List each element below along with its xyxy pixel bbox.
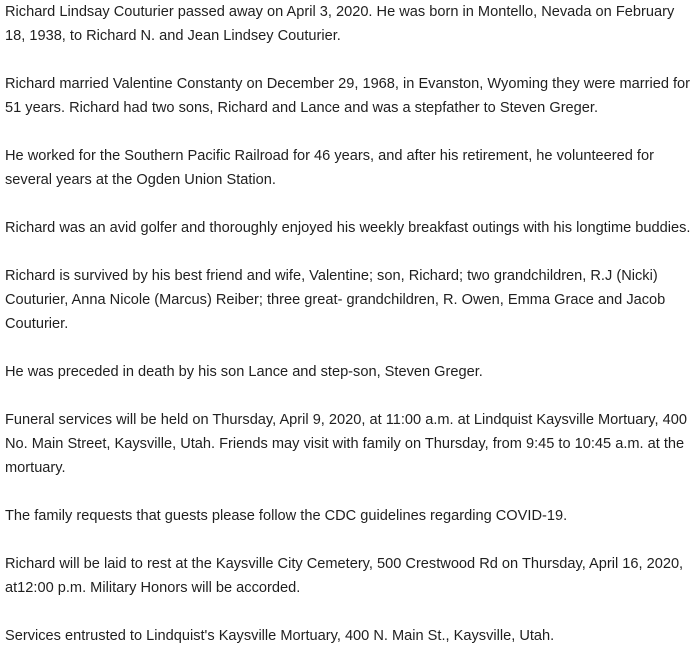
obituary-text (5, 0, 698, 648)
paragraph-birth: Richard Lindsay Couturier passed away on April 3, 2020. He was born in Montello, Nevada on February 18, 1938, to Richard N. and Jean Lindsey Couturier. (5, 4, 675, 44)
paragraph-career: He worked for the Southern Pacific Railroad for 46 years, and after his retirement, he volunteered for several years at the Ogden Union Station. (5, 148, 654, 188)
paragraph-preceded-by: He was preceded in death by his son Lance and step-son, Steven Greger. (5, 364, 483, 380)
paragraph-survived-by: Richard is survived by his best friend and wife, Valentine; son, Richard; two grandchildren, R.J (Nicki) Couturier, Anna Nicole (Marcus) Reiber; three great- grandchildren, R. Owen, Emma Grace and Jacob Couturier. (5, 268, 666, 332)
paragraph-interment: Richard will be laid to rest at the Kaysville City Cemetery, 500 Crestwood Rd on Thursday, April 16, 2020, at12:00 p.m. Military Honors will be accorded. (5, 556, 684, 596)
paragraph-marriage: Richard married Valentine Constanty on December 29, 1968, in Evanston, Wyoming they were married for 51 years. Richard had two sons, Richard and Lance and was a stepfather to Steven Greger. (5, 76, 691, 116)
paragraph-hobbies: Richard was an avid golfer and thoroughly enjoyed his weekly breakfast outings with his longtime buddies. (5, 220, 691, 236)
paragraph-funeral-services: Funeral services will be held on Thursday, April 9, 2020, at 11:00 a.m. at Lindquist Kaysville Mortuary, 400 No. Main Street, Kaysville, Utah. Friends may visit with family on Thursday, from 9:45 to 10:45 a.m. at the mortuary. (5, 412, 687, 476)
paragraph-covid-guidelines: The family requests that guests please follow the CDC guidelines regarding COVID-19. (5, 508, 568, 524)
paragraph-services-entrusted: Services entrusted to Lindquist's Kaysville Mortuary, 400 N. Main St., Kaysville, Utah. (5, 628, 555, 644)
